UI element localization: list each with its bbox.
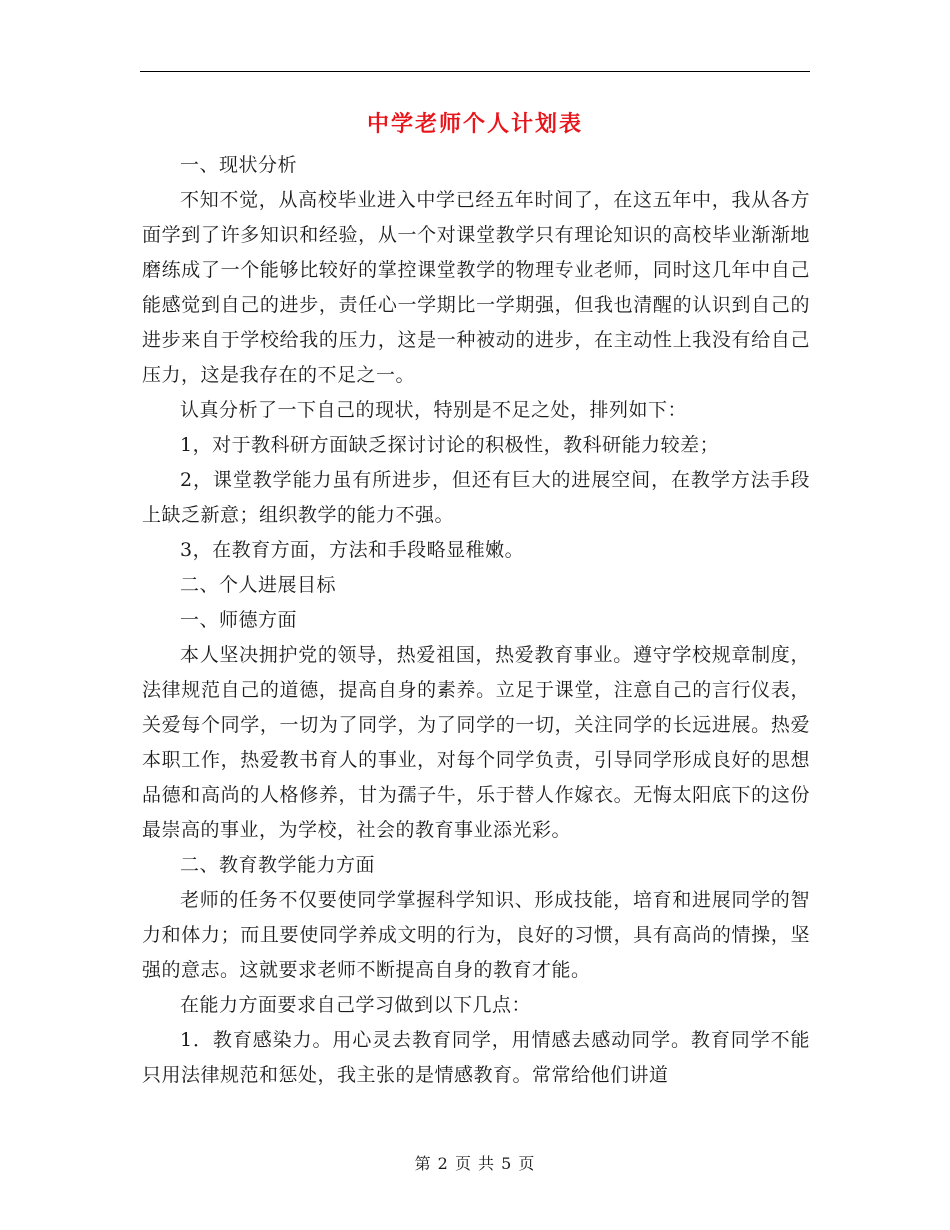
header-rule xyxy=(140,71,810,72)
section-heading-status-analysis: 一、现状分析 xyxy=(180,154,298,176)
document-body xyxy=(142,148,810,1093)
paragraph-ethics: 本人坚决拥护党的领导，热爱祖国，热爱教育事业。遵守学校规章制度，法律规范自己的道德，提高自身的素养。立足于课堂，注意自己的言行仪表，关爱每个同学，一切为了同学，为了同学的一切，关注同学的长远进展。热爱本职工作，热爱教书育人的事业，对每个同学负责，引导同学形成良好的思想品德和高尚的人格修养，甘为孺子牛，乐于替人作嫁衣。无悔太阳底下的这份最崇高的事业，为学校，社会的教育事业添光彩。 xyxy=(142,644,810,841)
list-item-ability-1: 1．教育感染力。用心灵去教育同学，用情感去感动同学。教育同学不能只用法律规范和惩处，我主张的是情感教育。常常给他们讲道 xyxy=(142,1029,810,1086)
subsection-heading-teaching-ability: 二、教育教学能力方面 xyxy=(180,854,376,876)
document-title: 中学老师个人计划表 xyxy=(366,111,583,137)
paragraph-ability-lead: 在能力方面要求自己学习做到以下几点： xyxy=(180,994,532,1016)
paragraph-teacher-task: 老师的任务不仅要使同学掌握科学知识、形成技能，培育和进展同学的智力和体力；而且要使同学养成文明的行为，良好的习惯，具有高尚的情操，坚强的意志。这就要求老师不断提高自身的教育才能。 xyxy=(142,889,810,981)
list-item-shortcoming-3: 3，在教育方面，方法和手段略显稚嫩。 xyxy=(180,539,525,561)
page-number xyxy=(0,1152,950,1176)
paragraph-intro: 不知不觉，从高校毕业进入中学已经五年时间了，在这五年中，我从各方面学到了许多知识和经验，从一个对课堂教学只有理论知识的高校毕业渐渐地磨练成了一个能够比较好的掌控课堂教学的物理专业老师，同时这几年中自己能感觉到自己的进步，责任心一学期比一学期强，但我也清醒的认识到自己的进步来自于学校给我的压力，这是一种被动的进步，在主动性上我没有给自己压力，这是我存在的不足之一。 xyxy=(142,189,810,386)
list-item-shortcoming-2: 2，课堂教学能力虽有所进步，但还有巨大的进展空间，在教学方法手段上缺乏新意；组织教学的能力不强。 xyxy=(142,469,810,526)
section-heading-goals: 二、个人进展目标 xyxy=(180,574,337,596)
list-item-shortcoming-1: 1，对于教科研方面缺乏探讨讨论的积极性，教科研能力较差； xyxy=(180,434,720,456)
subsection-heading-ethics: 一、师德方面 xyxy=(180,609,298,631)
paragraph-analysis-lead: 认真分析了一下自己的现状，特别是不足之处，排列如下： xyxy=(180,399,688,421)
page-number-label: 第 2 页 共 5 页 xyxy=(414,1154,536,1173)
